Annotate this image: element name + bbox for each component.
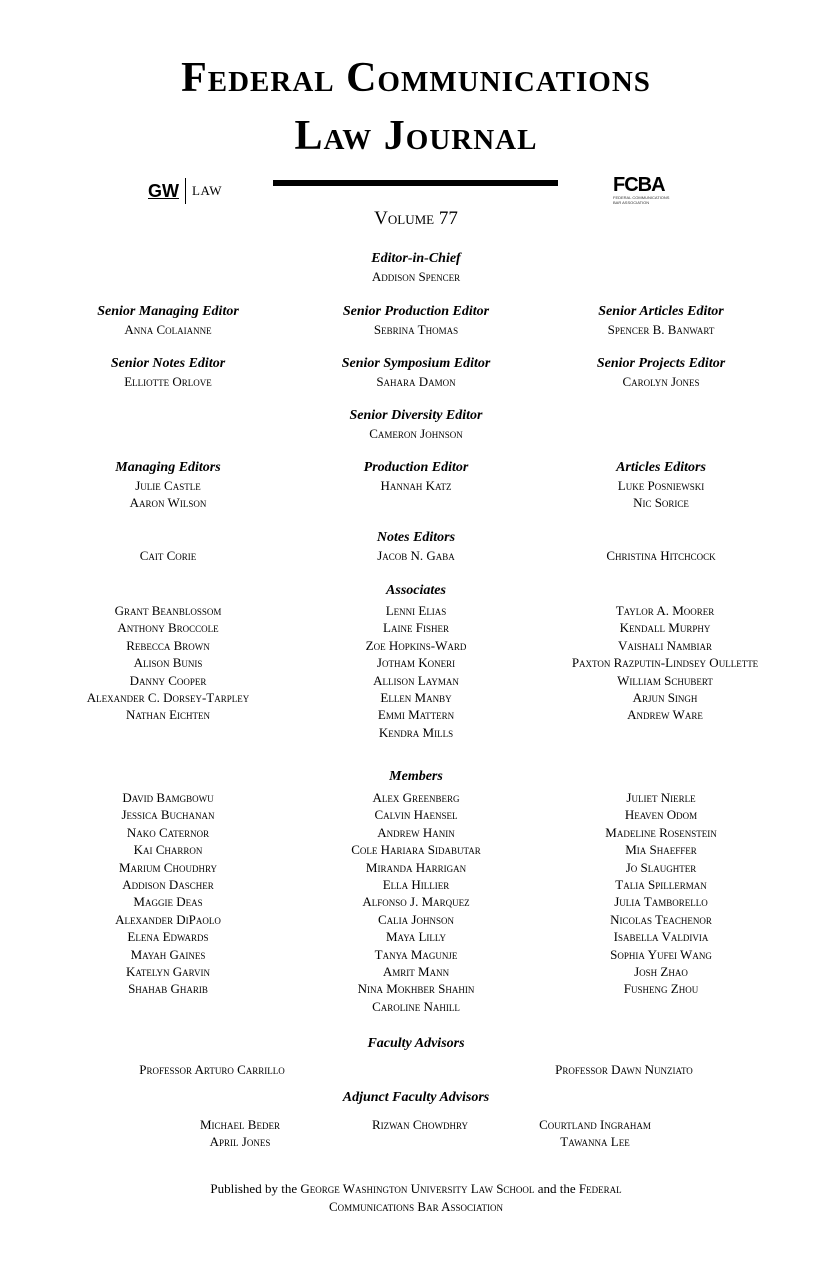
list-item: Nathan Eichten: [125, 707, 211, 723]
fcba-logo-subtitle: FEDERAL COMMUNICATIONS BAR ASSOCIATION: [613, 195, 670, 205]
list-item: Andrew Ware: [627, 707, 703, 723]
senior-projects-title: Senior Projects Editor: [596, 356, 726, 371]
senior-diversity-title: Senior Diversity Editor: [349, 408, 483, 423]
notes-editor-center: Jacob N. Gaba: [377, 548, 455, 563]
list-item: April Jones: [209, 1134, 271, 1150]
list-item: Lenni Elias: [385, 603, 447, 618]
list-item: Alexander DiPaolo: [115, 911, 221, 927]
senior-notes-title: Senior Notes Editor: [110, 356, 226, 371]
faculty-advisor-left: Professor Arturo Carrillo: [139, 1062, 285, 1077]
journal-title-line2: Law Journal: [294, 113, 538, 159]
list-item: Grant Beanblossom: [114, 603, 222, 618]
fcba-logo: [613, 175, 675, 205]
senior-articles-name: Spencer B. Banwart: [607, 322, 715, 337]
list-item: Fusheng Zhou: [623, 981, 699, 997]
articles-editors-list: [536, 477, 786, 512]
list-item: Tawanna Lee: [560, 1134, 630, 1150]
list-item: Anthony Broccole: [117, 620, 219, 636]
list-item: Nina Mokhber Shahin: [357, 981, 475, 997]
list-item: Paxton Razputin-Lindsey Oullette: [571, 655, 759, 671]
list-item: Tanya Magunje: [374, 946, 458, 962]
list-item: David Bamgbowu: [122, 790, 214, 805]
list-item: Calvin Haensel: [374, 807, 458, 823]
list-item: Nako Caternor: [126, 824, 210, 840]
list-item: Kendra Mills: [378, 724, 454, 740]
list-item: Nicolas Teachenor: [610, 911, 712, 927]
list-item: Alison Bunis: [133, 655, 203, 671]
list-item: Emmi Mattern: [377, 707, 455, 723]
list-item: Arjun Singh: [632, 690, 698, 706]
list-item: Amrit Mann: [382, 964, 450, 980]
list-item: Calia Johnson: [378, 911, 454, 927]
list-item: Alex Greenberg: [372, 790, 460, 805]
volume-label: Volume 77: [374, 208, 458, 229]
list-item: Rizwan Chowdhry: [371, 1117, 469, 1132]
senior-projects-name: Carolyn Jones: [622, 374, 700, 389]
list-item: Aaron Wilson: [129, 495, 207, 511]
list-item: Michael Beder: [200, 1117, 280, 1132]
list-item: Allison Layman: [373, 672, 459, 688]
list-item: Vaishali Nambiar: [617, 637, 713, 653]
senior-production-title: Senior Production Editor: [342, 304, 490, 319]
list-item: Laine Fisher: [383, 620, 449, 636]
eic-name: Addison Spencer: [371, 269, 461, 284]
adjunct-advisors-title: Adjunct Faculty Advisors: [342, 1090, 490, 1105]
list-item: Isabella Valdivia: [613, 929, 709, 945]
notes-editor-right: Christina Hitchcock: [606, 548, 716, 563]
list-item: Marium Choudhry: [119, 859, 217, 875]
associates-col3: [530, 602, 800, 724]
list-item: Katelyn Garvin: [126, 964, 210, 980]
list-item: Rebecca Brown: [126, 637, 210, 653]
notes-editors-title: Notes Editors: [376, 530, 456, 545]
list-item: Julie Castle: [135, 478, 201, 493]
list-item: Jo Slaughter: [625, 859, 697, 875]
list-item: Alexander C. Dorsey-Tarpley: [86, 690, 250, 706]
senior-symposium-name: Sahara Damon: [376, 374, 456, 389]
gw-law-logo: [148, 178, 222, 204]
list-item: Alfonso J. Marquez: [362, 894, 470, 910]
adjunct-col1: [160, 1116, 320, 1151]
senior-production-name: Sebrina Thomas: [373, 322, 459, 337]
members-col1: [48, 789, 288, 998]
senior-diversity-name: Cameron Johnson: [369, 426, 463, 441]
faculty-advisors-title: Faculty Advisors: [367, 1036, 465, 1051]
members-col3: [536, 789, 786, 998]
list-item: Nic Sorice: [633, 495, 689, 511]
publisher-school: George Washington University Law School: [300, 1181, 535, 1196]
list-item: Julia Tamborello: [614, 894, 708, 910]
list-item: Ella Hillier: [382, 877, 450, 893]
list-item: Danny Cooper: [129, 672, 207, 688]
list-item: Madeline Rosenstein: [605, 824, 717, 840]
senior-notes-name: Elliotte Orlove: [124, 374, 212, 389]
adjunct-col3: [505, 1116, 685, 1151]
list-item: Maggie Deas: [133, 894, 203, 910]
managing-editors-list: [48, 477, 288, 512]
senior-symposium-title: Senior Symposium Editor: [341, 356, 491, 371]
list-item: Addison Dascher: [122, 877, 214, 893]
list-item: Luke Posniewski: [617, 478, 705, 493]
senior-managing-title: Senior Managing Editor: [97, 304, 239, 319]
list-item: Courtland Ingraham: [539, 1117, 651, 1132]
production-editor-title: Production Editor: [363, 460, 469, 475]
gw-logo-mark: GW: [148, 178, 186, 204]
list-item: Cole Hariara Sidabutar: [351, 842, 481, 858]
list-item: Mayah Gaines: [130, 946, 206, 962]
articles-editors-title: Articles Editors: [616, 460, 706, 475]
senior-managing-name: Anna Colaianne: [124, 322, 212, 337]
members-title: Members: [389, 769, 443, 784]
managing-editors-title: Managing Editors: [115, 460, 221, 475]
publisher-text: and the: [534, 1181, 579, 1196]
list-item: Miranda Harrigan: [365, 859, 467, 875]
list-item: Hannah Katz: [380, 478, 452, 493]
publisher-fcba: Federal: [578, 1181, 622, 1196]
members-col2: [296, 789, 536, 1015]
fcba-logo-mark: FCBA: [613, 174, 665, 196]
list-item: Andrew Hanin: [377, 824, 455, 840]
list-item: Ellen Manby: [380, 690, 452, 706]
publisher-note: [0, 1180, 832, 1216]
faculty-advisor-right: Professor Dawn Nunziato: [555, 1062, 693, 1077]
list-item: Taylor A. Moorer: [615, 603, 715, 618]
notes-editor-left: Cait Corie: [139, 548, 197, 563]
list-item: Heaven Odom: [624, 807, 698, 823]
eic-title: Editor-in-Chief: [371, 251, 461, 266]
list-item: Elena Edwards: [127, 929, 209, 945]
journal-title-line1: Federal Communications: [181, 55, 651, 101]
title-rule: [273, 180, 558, 186]
associates-col1: [38, 602, 298, 724]
list-item: Juliet Nierle: [626, 790, 696, 805]
list-item: William Schubert: [617, 672, 713, 688]
list-item: Kendall Murphy: [619, 620, 711, 636]
senior-articles-title: Senior Articles Editor: [598, 304, 724, 319]
list-item: Jessica Buchanan: [121, 807, 215, 823]
list-item: Josh Zhao: [634, 964, 688, 980]
list-item: Caroline Nahill: [372, 998, 460, 1014]
gw-logo-law: LAW: [192, 183, 223, 198]
publisher-fcba: Communications Bar Association: [328, 1199, 504, 1214]
production-editor-list: [296, 477, 536, 494]
list-item: Maya Lilly: [385, 929, 446, 945]
list-item: Jotham Koneri: [376, 655, 456, 671]
adjunct-col2: [340, 1116, 500, 1133]
associates-col2: [296, 602, 536, 741]
list-item: Zoe Hopkins-Ward: [365, 637, 467, 653]
list-item: Mia Shaeffer: [625, 842, 697, 858]
list-item: Shahab Gharib: [128, 981, 208, 997]
list-item: Kai Charron: [133, 842, 203, 858]
publisher-text: Published by the: [210, 1181, 301, 1196]
associates-title: Associates: [386, 583, 446, 598]
list-item: Sophia Yufei Wang: [610, 946, 712, 962]
list-item: Talia Spillerman: [615, 877, 707, 893]
